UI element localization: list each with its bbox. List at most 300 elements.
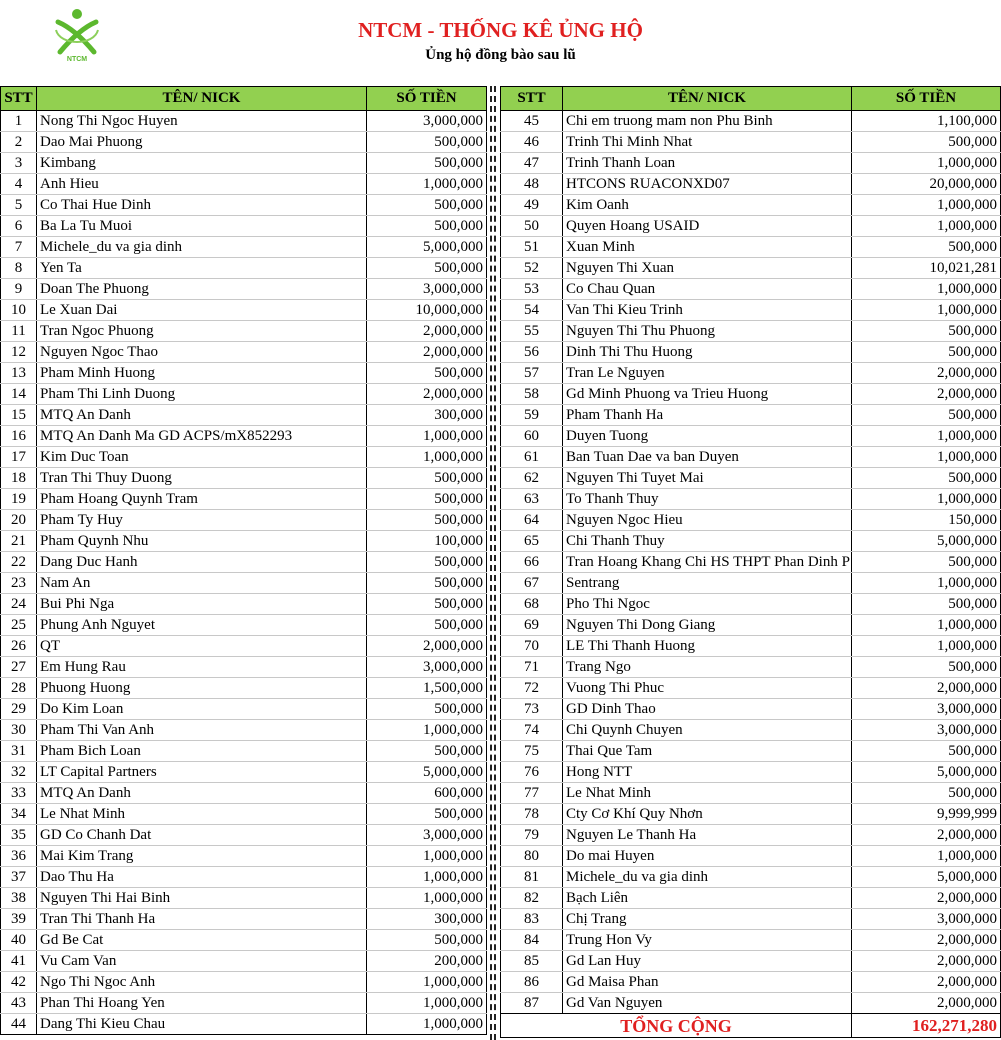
donation-amount: 1,000,000	[367, 888, 487, 909]
table-row	[1, 762, 487, 783]
row-stt: 41	[1, 951, 37, 972]
row-stt: 42	[1, 972, 37, 993]
donor-name: Dinh Thi Thu Huong	[563, 342, 852, 363]
table-row	[501, 909, 1001, 930]
table-row	[1, 678, 487, 699]
donor-name: Bui Phi Nga	[37, 594, 367, 615]
donor-name: Nong Thi Ngoc Huyen	[37, 111, 367, 132]
donor-name: Kimbang	[37, 153, 367, 174]
row-stt: 11	[1, 321, 37, 342]
donation-amount: 1,000,000	[852, 615, 1001, 636]
table-row	[501, 426, 1001, 447]
table-row	[501, 279, 1001, 300]
row-stt: 56	[501, 342, 563, 363]
donor-name: Gd Van Nguyen	[563, 993, 852, 1014]
row-stt: 78	[501, 804, 563, 825]
table-row	[1, 888, 487, 909]
row-stt: 31	[1, 741, 37, 762]
donation-amount: 9,999,999	[852, 804, 1001, 825]
table-row	[501, 531, 1001, 552]
donor-name: Sentrang	[563, 573, 852, 594]
donation-amount: 1,100,000	[852, 111, 1001, 132]
donor-name: Doan The Phuong	[37, 279, 367, 300]
column-divider	[494, 86, 496, 1040]
column-header-stt: STT	[1, 87, 37, 111]
table-row	[1, 363, 487, 384]
donation-amount: 1,000,000	[852, 279, 1001, 300]
row-stt: 63	[501, 489, 563, 510]
donation-amount: 1,000,000	[367, 426, 487, 447]
donor-name: Anh Hieu	[37, 174, 367, 195]
table-row	[1, 531, 487, 552]
row-stt: 82	[501, 888, 563, 909]
table-row	[1, 930, 487, 951]
donor-name: Bạch Liên	[563, 888, 852, 909]
table-header-row	[501, 87, 1001, 111]
column-header-amount: SỐ TIỀN	[852, 87, 1001, 111]
donor-name: Em Hung Rau	[37, 657, 367, 678]
table-row	[501, 132, 1001, 153]
donor-name: Hong NTT	[563, 762, 852, 783]
row-stt: 55	[501, 321, 563, 342]
row-stt: 14	[1, 384, 37, 405]
row-stt: 34	[1, 804, 37, 825]
donation-amount: 2,000,000	[367, 321, 487, 342]
column-header-amount: SỐ TIỀN	[367, 87, 487, 111]
row-stt: 27	[1, 657, 37, 678]
donation-amount: 500,000	[367, 363, 487, 384]
table-row	[1, 153, 487, 174]
row-stt: 66	[501, 552, 563, 573]
donation-amount: 1,000,000	[852, 489, 1001, 510]
row-stt: 81	[501, 867, 563, 888]
row-stt: 83	[501, 909, 563, 930]
donor-name: Nguyen Thi Hai Binh	[37, 888, 367, 909]
table-row	[501, 300, 1001, 321]
table-row	[501, 825, 1001, 846]
donor-name: Do Kim Loan	[37, 699, 367, 720]
donor-name: Nguyen Thi Thu Phuong	[563, 321, 852, 342]
row-stt: 67	[501, 573, 563, 594]
donor-name: MTQ An Danh Ma GD ACPS/mX852293	[37, 426, 367, 447]
page-subtitle: Ủng hộ đồng bào sau lũ	[425, 47, 576, 63]
donor-name: Michele_du va gia dinh	[563, 867, 852, 888]
donor-name: Pham Quynh Nhu	[37, 531, 367, 552]
row-stt: 76	[501, 762, 563, 783]
donation-amount: 150,000	[852, 510, 1001, 531]
table-row	[501, 741, 1001, 762]
table-row	[1, 195, 487, 216]
donation-amount: 500,000	[367, 195, 487, 216]
table-row	[501, 195, 1001, 216]
table-row	[501, 510, 1001, 531]
donor-name: Le Xuan Dai	[37, 300, 367, 321]
donor-name: Gd Minh Phuong va Trieu Huong	[563, 384, 852, 405]
table-row	[501, 699, 1001, 720]
donor-name: Chi Thanh Thuy	[563, 531, 852, 552]
table-row	[1, 699, 487, 720]
table-row	[1, 384, 487, 405]
table-row	[501, 888, 1001, 909]
table-row	[1, 1014, 487, 1035]
table-row	[501, 783, 1001, 804]
donation-amount: 1,000,000	[367, 447, 487, 468]
table-row	[501, 867, 1001, 888]
donor-name: LE Thi Thanh Huong	[563, 636, 852, 657]
row-stt: 40	[1, 930, 37, 951]
donation-amount: 500,000	[852, 132, 1001, 153]
table-row	[1, 657, 487, 678]
table-row	[1, 993, 487, 1014]
column-header-name: TÊN/ NICK	[563, 87, 852, 111]
donor-name: Nam An	[37, 573, 367, 594]
donation-amount: 300,000	[367, 909, 487, 930]
donation-amount: 1,000,000	[852, 300, 1001, 321]
donation-amount: 500,000	[367, 216, 487, 237]
row-stt: 26	[1, 636, 37, 657]
row-stt: 69	[501, 615, 563, 636]
row-stt: 57	[501, 363, 563, 384]
donation-amount: 500,000	[852, 783, 1001, 804]
donor-name: Phung Anh Nguyet	[37, 615, 367, 636]
sheet-header	[0, 0, 1001, 86]
row-stt: 64	[501, 510, 563, 531]
table-row	[501, 762, 1001, 783]
donation-amount: 1,000,000	[367, 720, 487, 741]
row-stt: 68	[501, 594, 563, 615]
table-row	[501, 615, 1001, 636]
donation-amount: 500,000	[367, 468, 487, 489]
row-stt: 19	[1, 489, 37, 510]
donor-name: Chi em truong mam non Phu Binh	[563, 111, 852, 132]
donor-name: Pham Thanh Ha	[563, 405, 852, 426]
table-row	[1, 909, 487, 930]
row-stt: 74	[501, 720, 563, 741]
donor-name: Tran Thi Thuy Duong	[37, 468, 367, 489]
row-stt: 4	[1, 174, 37, 195]
donation-amount: 1,000,000	[852, 195, 1001, 216]
table-row	[1, 111, 487, 132]
donation-amount: 5,000,000	[852, 531, 1001, 552]
table-row	[501, 384, 1001, 405]
donor-name: Van Thi Kieu Trinh	[563, 300, 852, 321]
donation-amount: 1,000,000	[367, 867, 487, 888]
donor-name: Trung Hon Vy	[563, 930, 852, 951]
table-row	[1, 321, 487, 342]
table-row	[501, 594, 1001, 615]
donation-amount: 500,000	[852, 594, 1001, 615]
row-stt: 59	[501, 405, 563, 426]
table-row	[501, 111, 1001, 132]
row-stt: 39	[1, 909, 37, 930]
table-row	[1, 804, 487, 825]
table-row	[501, 468, 1001, 489]
donor-name: Pham Ty Huy	[37, 510, 367, 531]
table-row	[501, 951, 1001, 972]
table-row	[1, 615, 487, 636]
table-row	[501, 636, 1001, 657]
donor-name: Ba La Tu Muoi	[37, 216, 367, 237]
row-stt: 9	[1, 279, 37, 300]
donor-name: Pham Bich Loan	[37, 741, 367, 762]
donor-name: Dao Thu Ha	[37, 867, 367, 888]
donation-amount: 3,000,000	[852, 909, 1001, 930]
table-row	[1, 951, 487, 972]
table-row	[1, 447, 487, 468]
donation-amount: 500,000	[852, 405, 1001, 426]
donation-amount: 2,000,000	[852, 951, 1001, 972]
table-row	[501, 489, 1001, 510]
donation-amount: 500,000	[852, 342, 1001, 363]
donation-amount: 500,000	[367, 573, 487, 594]
row-stt: 30	[1, 720, 37, 741]
row-stt: 18	[1, 468, 37, 489]
row-stt: 38	[1, 888, 37, 909]
row-stt: 54	[501, 300, 563, 321]
donor-name: Co Chau Quan	[563, 279, 852, 300]
donation-amount: 2,000,000	[367, 384, 487, 405]
donation-amount: 1,000,000	[367, 993, 487, 1014]
donor-name: Chi Quynh Chuyen	[563, 720, 852, 741]
donation-table-left	[0, 86, 487, 1035]
table-row	[501, 678, 1001, 699]
row-stt: 32	[1, 762, 37, 783]
table-row	[1, 279, 487, 300]
row-stt: 24	[1, 594, 37, 615]
donor-name: Phan Thi Hoang Yen	[37, 993, 367, 1014]
donor-name: Mai Kim Trang	[37, 846, 367, 867]
donation-amount: 1,000,000	[367, 1014, 487, 1035]
table-row	[501, 258, 1001, 279]
donation-amount: 500,000	[852, 321, 1001, 342]
donation-amount: 2,000,000	[367, 636, 487, 657]
donor-name: Trang Ngo	[563, 657, 852, 678]
donor-name: Chị Trang	[563, 909, 852, 930]
row-stt: 84	[501, 930, 563, 951]
row-stt: 35	[1, 825, 37, 846]
table-row	[501, 846, 1001, 867]
row-stt: 53	[501, 279, 563, 300]
donation-amount: 500,000	[852, 237, 1001, 258]
table-row	[501, 405, 1001, 426]
table-body-right	[501, 111, 1001, 1014]
donor-name: Dang Thi Kieu Chau	[37, 1014, 367, 1035]
row-stt: 20	[1, 510, 37, 531]
row-stt: 73	[501, 699, 563, 720]
donation-amount: 2,000,000	[852, 825, 1001, 846]
table-row	[1, 237, 487, 258]
table-row	[501, 153, 1001, 174]
row-stt: 17	[1, 447, 37, 468]
donor-name: Duyen Tuong	[563, 426, 852, 447]
table-row	[501, 573, 1001, 594]
table-row	[501, 363, 1001, 384]
row-stt: 23	[1, 573, 37, 594]
donation-amount: 2,000,000	[852, 972, 1001, 993]
donation-amount: 2,000,000	[852, 363, 1001, 384]
donation-amount: 1,000,000	[852, 447, 1001, 468]
donation-amount: 2,000,000	[367, 342, 487, 363]
table-row	[1, 741, 487, 762]
donation-amount: 2,000,000	[852, 678, 1001, 699]
row-stt: 43	[1, 993, 37, 1014]
donor-name: Gd Maisa Phan	[563, 972, 852, 993]
table-row	[501, 972, 1001, 993]
donor-name: Nguyen Thi Dong Giang	[563, 615, 852, 636]
row-stt: 22	[1, 552, 37, 573]
donation-amount: 3,000,000	[852, 699, 1001, 720]
donation-amount: 500,000	[367, 930, 487, 951]
row-stt: 48	[501, 174, 563, 195]
donor-name: To Thanh Thuy	[563, 489, 852, 510]
donation-amount: 500,000	[852, 468, 1001, 489]
donation-amount: 500,000	[367, 258, 487, 279]
table-row	[501, 804, 1001, 825]
table-row	[1, 468, 487, 489]
total-amount: 162,271,280	[852, 1014, 1001, 1038]
donor-name: Michele_du va gia dinh	[37, 237, 367, 258]
donation-amount: 500,000	[852, 657, 1001, 678]
row-stt: 60	[501, 426, 563, 447]
donor-name: Nguyen Thi Tuyet Mai	[563, 468, 852, 489]
svg-text:NTCM: NTCM	[66, 56, 88, 63]
table-row	[501, 657, 1001, 678]
donation-amount: 1,500,000	[367, 678, 487, 699]
donor-name: LT Capital Partners	[37, 762, 367, 783]
row-stt: 5	[1, 195, 37, 216]
donation-amount: 1,000,000	[852, 846, 1001, 867]
row-stt: 50	[501, 216, 563, 237]
donor-name: Nguyen Le Thanh Ha	[563, 825, 852, 846]
table-row	[1, 405, 487, 426]
table-row	[501, 174, 1001, 195]
row-stt: 61	[501, 447, 563, 468]
row-stt: 51	[501, 237, 563, 258]
donor-name: Xuan Minh	[563, 237, 852, 258]
column-divider	[490, 86, 492, 1040]
donation-amount: 100,000	[367, 531, 487, 552]
donation-amount: 500,000	[367, 132, 487, 153]
donation-amount: 3,000,000	[852, 720, 1001, 741]
table-body-left	[1, 111, 487, 1035]
table-row	[501, 552, 1001, 573]
donation-amount: 1,000,000	[852, 153, 1001, 174]
donor-name: GD Dinh Thao	[563, 699, 852, 720]
row-stt: 86	[501, 972, 563, 993]
table-row	[1, 972, 487, 993]
row-stt: 45	[501, 111, 563, 132]
table-row	[1, 636, 487, 657]
donation-amount: 1,000,000	[367, 846, 487, 867]
row-stt: 75	[501, 741, 563, 762]
row-stt: 25	[1, 615, 37, 636]
donor-name: Quyen Hoang USAID	[563, 216, 852, 237]
donation-amount: 500,000	[367, 804, 487, 825]
table-row	[1, 783, 487, 804]
donor-name: Kim Oanh	[563, 195, 852, 216]
table-row	[1, 174, 487, 195]
donor-name: Tran Ngoc Phuong	[37, 321, 367, 342]
donor-name: GD Co Chanh Dat	[37, 825, 367, 846]
donation-amount: 1,000,000	[852, 636, 1001, 657]
donation-amount: 1,000,000	[852, 573, 1001, 594]
row-stt: 33	[1, 783, 37, 804]
row-stt: 7	[1, 237, 37, 258]
row-stt: 36	[1, 846, 37, 867]
donation-amount: 500,000	[367, 153, 487, 174]
row-stt: 6	[1, 216, 37, 237]
row-stt: 71	[501, 657, 563, 678]
donation-amount: 500,000	[852, 552, 1001, 573]
table-row	[1, 552, 487, 573]
row-stt: 44	[1, 1014, 37, 1035]
table-row	[1, 594, 487, 615]
donation-amount: 500,000	[367, 552, 487, 573]
donation-amount: 1,000,000	[367, 972, 487, 993]
table-row	[501, 216, 1001, 237]
donation-amount: 2,000,000	[852, 930, 1001, 951]
donation-amount: 3,000,000	[367, 825, 487, 846]
table-header-row	[1, 87, 487, 111]
row-stt: 47	[501, 153, 563, 174]
donation-table-right	[500, 86, 1001, 1038]
row-stt: 8	[1, 258, 37, 279]
donor-name: Phuong Huong	[37, 678, 367, 699]
row-stt: 29	[1, 699, 37, 720]
donation-amount: 3,000,000	[367, 111, 487, 132]
donor-name: Nguyen Ngoc Hieu	[563, 510, 852, 531]
donor-name: Dang Duc Hanh	[37, 552, 367, 573]
row-stt: 16	[1, 426, 37, 447]
donor-name: Yen Ta	[37, 258, 367, 279]
page-title: NTCM - THỐNG KÊ ỦNG HỘ	[358, 18, 643, 42]
row-stt: 72	[501, 678, 563, 699]
donor-name: Tran Thi Thanh Ha	[37, 909, 367, 930]
table-row	[1, 846, 487, 867]
donor-name: Tran Hoang Khang Chi HS THPT Phan Dinh P	[563, 552, 852, 573]
row-stt: 52	[501, 258, 563, 279]
table-row	[1, 300, 487, 321]
row-stt: 85	[501, 951, 563, 972]
donation-amount: 600,000	[367, 783, 487, 804]
table-row	[1, 342, 487, 363]
row-stt: 62	[501, 468, 563, 489]
table-row	[1, 510, 487, 531]
table-row	[501, 447, 1001, 468]
donation-amount: 2,000,000	[852, 993, 1001, 1014]
donor-name: Pham Thi Van Anh	[37, 720, 367, 741]
donation-amount: 3,000,000	[367, 279, 487, 300]
row-stt: 15	[1, 405, 37, 426]
row-stt: 37	[1, 867, 37, 888]
donor-name: Pham Minh Huong	[37, 363, 367, 384]
table-row	[1, 132, 487, 153]
total-label: TỔNG CỘNG	[501, 1014, 852, 1038]
donor-name: Pho Thi Ngoc	[563, 594, 852, 615]
table-row	[1, 825, 487, 846]
table-row	[501, 720, 1001, 741]
donor-name: Thai Que Tam	[563, 741, 852, 762]
donation-amount: 5,000,000	[852, 762, 1001, 783]
donation-amount: 500,000	[852, 741, 1001, 762]
row-stt: 80	[501, 846, 563, 867]
donor-name: Le Nhat Minh	[37, 804, 367, 825]
row-stt: 3	[1, 153, 37, 174]
column-header-stt: STT	[501, 87, 563, 111]
donor-name: Kim Duc Toan	[37, 447, 367, 468]
donation-amount: 5,000,000	[852, 867, 1001, 888]
row-stt: 46	[501, 132, 563, 153]
